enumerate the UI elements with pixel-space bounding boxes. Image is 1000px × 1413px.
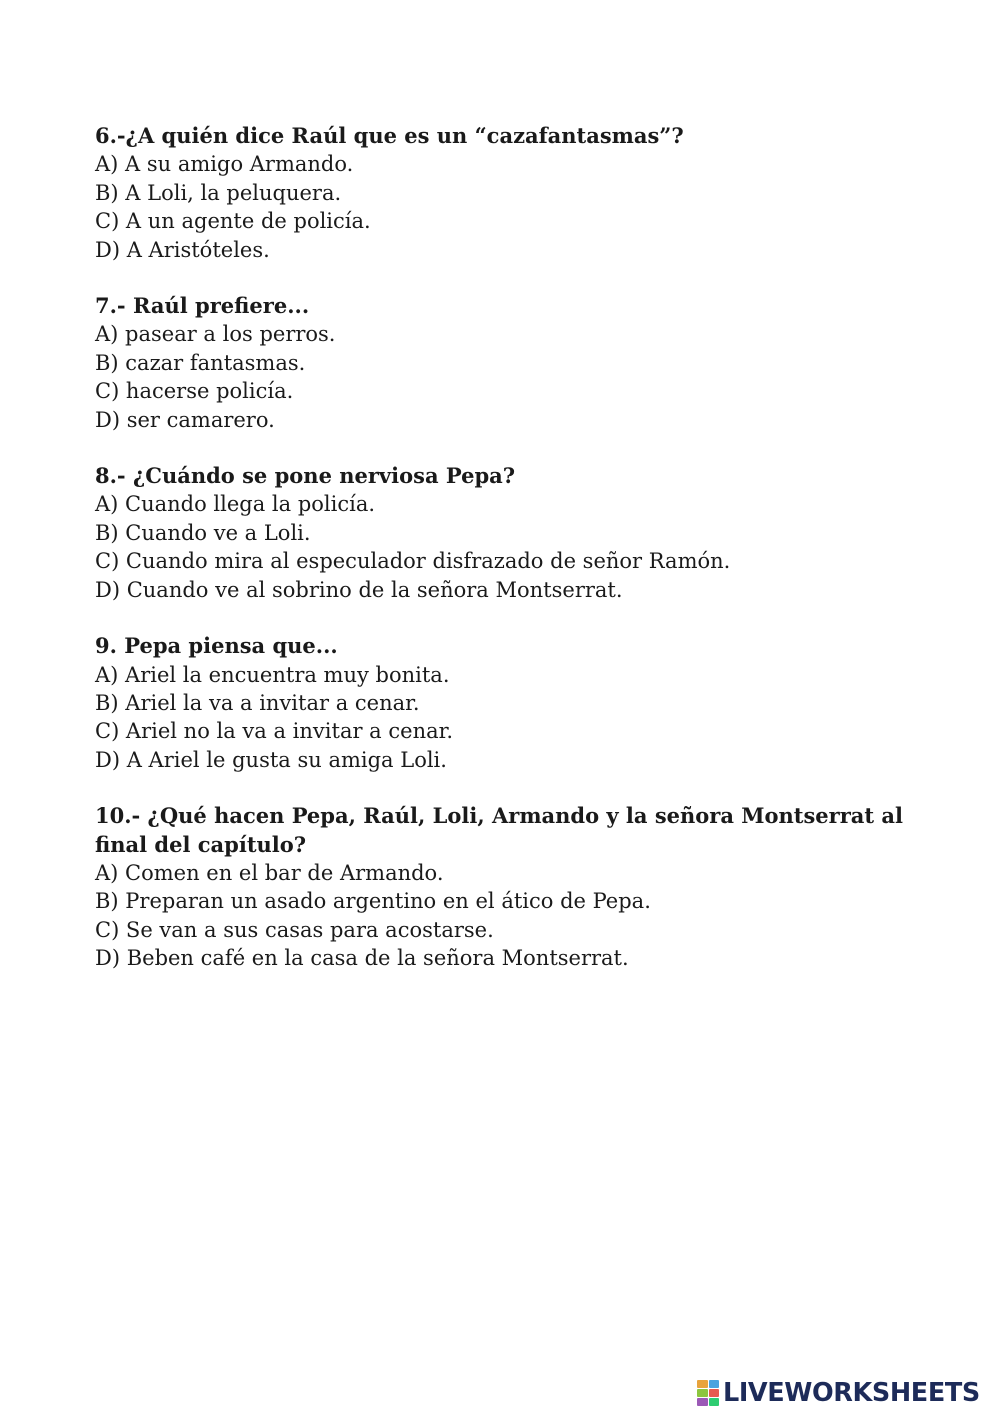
- answer-option: C) Cuando mira al especulador disfrazado de señor Ramón.: [95, 549, 731, 574]
- answer-option: D) Cuando ve al sobrino de la señora Montserrat.: [95, 577, 623, 602]
- question-title: 7.- Raúl prefiere...: [95, 293, 310, 319]
- question-block: [95, 122, 903, 264]
- answer-option: B) cazar fantasmas.: [95, 350, 306, 375]
- liveworksheets-logo-icon: [697, 1380, 719, 1406]
- answer-option: C) Se van a sus casas para acostarse.: [95, 917, 494, 942]
- answer-option: A) Ariel la encuentra muy bonita.: [95, 662, 450, 687]
- question-title: 10.- ¿Qué hacen Pepa, Raúl, Loli, Armando y la señora Montserrat al final del capítulo?: [95, 803, 903, 857]
- question-block: [95, 462, 903, 604]
- brand-text: LIVEWORKSHEETS: [723, 1378, 980, 1408]
- answer-option: B) Cuando ve a Loli.: [95, 520, 311, 545]
- answer-option: A) Cuando llega la policía.: [95, 492, 376, 517]
- question-title: 8.- ¿Cuándo se pone nerviosa Pepa?: [95, 463, 516, 489]
- answer-option: C) A un agente de policía.: [95, 209, 371, 234]
- question-block: [95, 292, 903, 434]
- question-block: [95, 632, 903, 774]
- answer-option: B) Ariel la va a invitar a cenar.: [95, 690, 420, 715]
- question-title: 9. Pepa piensa que...: [95, 633, 338, 659]
- answer-option: C) hacerse policía.: [95, 379, 294, 404]
- answer-option: D) A Ariel le gusta su amiga Loli.: [95, 747, 447, 772]
- liveworksheets-branding[interactable]: [697, 1378, 980, 1408]
- question-title: 6.-¿A quién dice Raúl que es un “cazafantasmas”?: [95, 123, 684, 148]
- worksheet-quiz: [95, 122, 903, 1001]
- answer-option: B) Preparan un asado argentino en el ático de Pepa.: [95, 889, 651, 914]
- answer-option: A) pasear a los perros.: [95, 322, 336, 347]
- answer-option: A) A su amigo Armando.: [95, 152, 354, 177]
- answer-option: A) Comen en el bar de Armando.: [95, 860, 444, 885]
- question-block: [95, 802, 903, 972]
- answer-option: D) Beben café en la casa de la señora Montserrat.: [95, 946, 629, 971]
- answer-option: C) Ariel no la va a invitar a cenar.: [95, 719, 454, 744]
- answer-option: D) A Aristóteles.: [95, 237, 270, 262]
- answer-option: D) ser camarero.: [95, 407, 275, 432]
- answer-option: B) A Loli, la peluquera.: [95, 180, 342, 205]
